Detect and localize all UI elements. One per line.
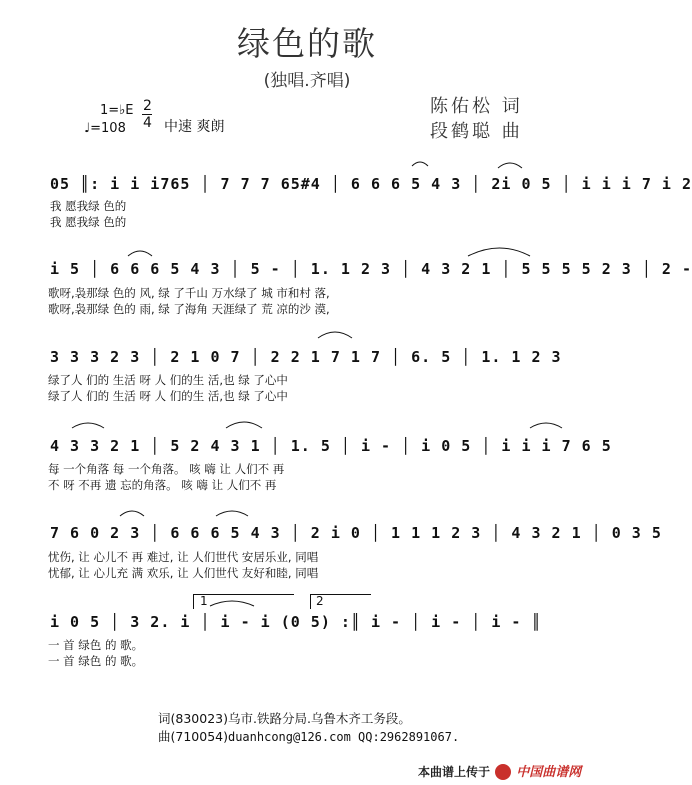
score-line-6: i 0 5 │ 3 2. i │ i - i (0 5) :║ i - │ i - │ i - ║: [50, 613, 542, 631]
slur: [128, 251, 152, 256]
volta-label-1: 1: [200, 594, 208, 608]
lyric-line-2a: 歌呀,袅那绿 色的 风, 绿 了千山 万水绿了 城 市和村 落,: [48, 286, 330, 300]
slur: [318, 332, 352, 338]
song-title: 绿色的歌: [237, 24, 377, 63]
lyric-line-5b: 忧郁, 让 心儿充 满 欢乐, 让 人们世代 友好和睦, 同唱: [48, 566, 319, 580]
source-watermark: [418, 761, 581, 780]
lyricist-credit: 陈佑松 词: [430, 96, 523, 117]
key-signature: 1=♭E: [100, 103, 134, 118]
score-line-4: 4 3 3 2 1 │ 5 2 4 3 1 │ 1. 5 │ i - │ i 0 5 │ i i i 7 6 5: [50, 437, 612, 455]
lyric-line-3b: 绿了人 们的 生活 呀 人 们的生 活,也 绿 了心中: [48, 389, 288, 403]
lyric-line-6a: 一 首 绿色 的 歌。: [48, 638, 144, 652]
slur: [412, 162, 428, 166]
composer-credit: 段鹤聪 曲: [430, 121, 523, 142]
slur: [498, 163, 522, 168]
lyric-line-1a: 我 愿我绿 色的: [50, 199, 127, 213]
slur: [210, 601, 254, 606]
lyric-line-1b: 我 愿我绿 色的: [50, 215, 127, 229]
slur: [216, 511, 248, 516]
slur: [530, 423, 562, 428]
expression-marking: 中速 爽朗: [164, 119, 225, 135]
lyric-line-4a: 每 一个角落 每 一个角落。 咳 嗨 让 人们不 再: [48, 462, 285, 476]
volta-label-2: 2: [316, 594, 324, 608]
slur: [120, 511, 144, 516]
time-signature-top: 2: [143, 98, 152, 114]
slur: [72, 423, 104, 428]
lyric-line-5a: 忧伤, 让 心儿不 再 难过, 让 人们世代 安居乐业, 同唱: [48, 550, 319, 564]
footer-lyricist-address: 词(830023)乌市.铁路分局.乌鲁木齐工务段。: [158, 711, 411, 726]
song-subtitle: (独唱.齐唱): [263, 71, 351, 91]
source-label: 本曲谱上传于: [418, 765, 491, 779]
site-logo-icon: [495, 764, 511, 780]
lyric-line-6b: 一 首 绿色 的 歌。: [48, 654, 144, 668]
lyric-line-3a: 绿了人 们的 生活 呀 人 们的生 活,也 绿 了心中: [48, 373, 288, 387]
score-line-5: 7 6 0 2 3 │ 6 6 6 5 4 3 │ 2 i 0 │ 1 1 1 2 3 │ 4 3 2 1 │ 0 3 5: [50, 524, 662, 542]
tempo-marking: ♩=108: [84, 121, 126, 136]
time-signature-bottom: 4: [143, 115, 152, 131]
footer-composer-prefix: 曲(710054): [158, 729, 228, 744]
slur: [226, 422, 262, 428]
score-line-3: 3 3 3 2 3 │ 2 1 0 7 │ 2 2 1 7 1 7 │ 6. 5 │ 1. 1 2 3: [50, 348, 562, 366]
slur: [468, 248, 530, 256]
score-line-1: 05 ║: i i i765 │ 7 7 7 65#4 │ 6 6 6 5 4 3 │ 2i 0 5 │ i i i 7 i 2: [50, 175, 692, 193]
lyric-line-4b: 不 呀 不再 遗 忘的角落。 咳 嗨 让 人们不 再: [48, 478, 277, 492]
score-line-2: i 5 │ 6 6 6 5 4 3 │ 5 - │ 1. 1 2 3 │ 4 3 2 1 │ 5 5 5 5 2 3 │ 2 -: [50, 260, 692, 278]
footer-composer-line: [158, 727, 459, 745]
source-site-name: 中国曲谱网: [516, 765, 582, 780]
lyric-line-2b: 歌呀,袅那绿 色的 雨, 绿 了海角 天涯绿了 荒 凉的沙 漠,: [48, 302, 330, 316]
footer-contact: duanhcong@126.com QQ:2962891067.: [227, 730, 460, 744]
